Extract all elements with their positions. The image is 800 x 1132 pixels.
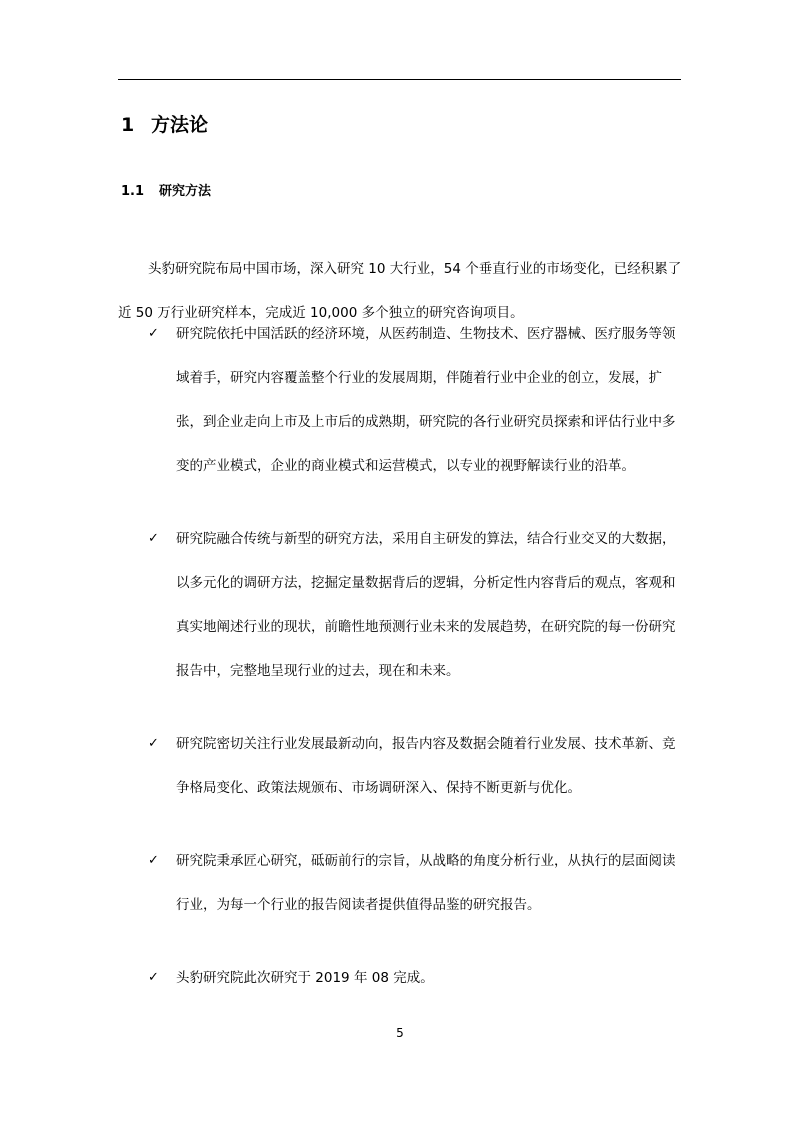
check-icon: ✓	[148, 326, 159, 341]
check-icon: ✓	[148, 736, 159, 751]
page-number: 5	[396, 1026, 404, 1040]
bullet-list	[118, 312, 684, 1000]
list-item	[118, 722, 684, 810]
list-item-text: 研究院依托中国活跃的经济环境，从医药制造、生物技术、医疗器械、医疗服务等领域着手，研究内容覆盖整个行业的发展周期，伴随着行业中企业的创立，发展，扩张，到企业走向上市及上市后的成熟期，研究院的各行业研究员探索和评估行业中多变的产业模式，企业的商业模式和运营模式，以专业的视野解读行业的沿革。	[176, 326, 676, 474]
list-item-text: 研究院融合传统与新型的研究方法，采用自主研发的算法，结合行业交叉的大数据，以多元化的调研方法，挖掘定量数据背后的逻辑，分析定性内容背后的观点，客观和真实地阐述行业的现状，前瞻性地预测行业未来的发展趋势，在研究院的每一份研究报告中，完整地呈现行业的过去，现在和未来。	[176, 531, 676, 679]
list-item	[118, 517, 684, 693]
heading-2-number: 1.1	[121, 184, 145, 199]
heading-1-number: 1	[121, 114, 135, 136]
heading-2-title: 研究方法	[159, 184, 212, 199]
heading-1-title: 方法论	[151, 114, 209, 136]
list-item	[118, 312, 684, 488]
header-rule	[118, 79, 681, 80]
list-item	[118, 839, 684, 927]
check-icon: ✓	[148, 970, 159, 985]
intro-paragraph: 头豹研究院布局中国市场，深入研究 10 大行业，54 个垂直行业的市场变化，已经积累了近 50 万行业研究样本，完成近 10,000 多个独立的研究咨询项目。	[118, 260, 682, 321]
list-item-text: 头豹研究院此次研究于 2019 年 08 完成。	[176, 970, 434, 986]
section-heading-1	[121, 112, 208, 138]
section-heading-1-1	[121, 182, 211, 202]
check-icon: ✓	[148, 531, 159, 546]
list-item-text: 研究院密切关注行业发展最新动向，报告内容及数据会随着行业发展、技术革新、竞争格局变化、政策法规颁布、市场调研深入、保持不断更新与优化。	[176, 736, 676, 796]
list-item	[118, 956, 684, 1000]
list-item-text: 研究院秉承匠心研究，砥砺前行的宗旨，从战略的角度分析行业，从执行的层面阅读行业，为每一个行业的报告阅读者提供值得品鉴的研究报告。	[176, 853, 676, 913]
check-icon: ✓	[148, 853, 159, 868]
